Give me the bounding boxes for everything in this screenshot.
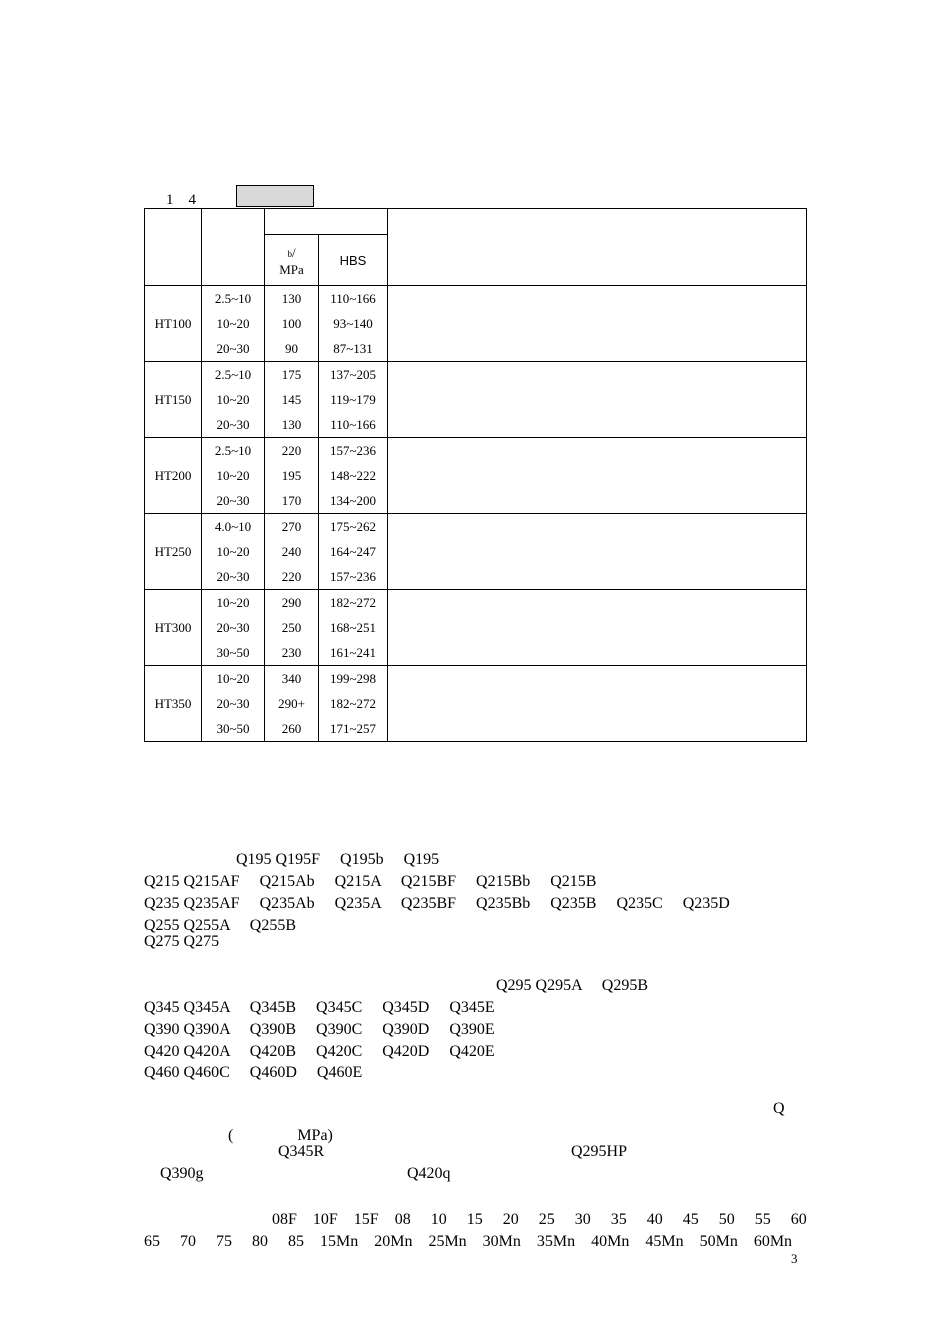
cell-value: 87~131 [333,341,373,356]
application-cell [388,514,807,590]
cell-value: 10~20 [216,468,250,483]
cell-value: 260 [281,721,302,736]
quality-carbon-line-2: 65 70 75 80 85 15Mn 20Mn 25Mn 30Mn 35Mn 40Mn 45Mn 50Mn 60Mn [144,1233,793,1250]
grade-cell: HT250 [145,514,202,590]
cell-value: 100 [281,316,302,331]
header-thickness-cell [202,209,265,286]
cell-value: 110~166 [330,291,376,306]
cell-value: 290 [281,595,302,610]
cell-value: 220 [281,569,302,584]
application-cell [388,590,807,666]
application-cell [388,666,807,742]
cell-value: 130 [281,291,302,306]
header-application-cell [388,209,807,286]
table-row [145,286,807,362]
cell-value: 270 [281,519,302,534]
cell-value: 20~30 [216,341,250,356]
strength-cell [265,362,319,438]
table-row [145,438,807,514]
cast-iron-table [144,208,807,742]
strength-unit: MPa [279,261,304,277]
thickness-cell [202,514,265,590]
cell-value: 137~205 [329,367,377,382]
cell-value: 20~30 [216,620,250,635]
application-cell [388,362,807,438]
cell-value: 10~20 [216,392,250,407]
carbon-line-2: Q215 Q215AF Q215Ab Q215A Q215BF Q215Bb Q215B [144,873,597,890]
hardness-cell [319,438,388,514]
cell-value: 10~20 [216,316,250,331]
cell-value: 10~20 [216,671,250,686]
carbon-line-5: Q275 Q275 [144,933,220,950]
table-caption: 1 4 [166,192,197,208]
cell-value: 182~272 [329,595,377,610]
cell-value: 168~251 [329,620,377,635]
cell-value: 195 [281,468,302,483]
header-strength-cell: b/ MPa [265,235,319,286]
strength-cell [265,286,319,362]
application-cell [388,438,807,514]
cell-value: 199~298 [329,671,377,686]
special-q345r: Q345R [278,1143,325,1160]
cell-value: 157~236 [329,569,377,584]
cell-value: 110~166 [330,417,376,432]
special-paren-text: ( MPa) [228,1127,333,1144]
cell-value: 2.5~10 [214,367,252,382]
cell-value: 164~247 [329,544,377,559]
low-alloy-line-1: Q295 Q295A Q295B [496,977,649,994]
grade-cell: HT350 [145,666,202,742]
cell-value: 161~241 [329,645,377,660]
cell-value: 30~50 [216,721,250,736]
table-row [145,590,807,666]
cell-value: 119~179 [330,392,376,407]
cell-value: 2.5~10 [214,443,252,458]
cell-value: 157~236 [329,443,377,458]
cell-value: 175 [281,367,302,382]
special-q-letter: Q [773,1100,785,1117]
header-grade-cell [145,209,202,286]
strength-cell [265,514,319,590]
cell-value: 10~20 [216,544,250,559]
header-hardness-cell: HBS [319,235,388,286]
carbon-line-4: Q255 Q255A Q255B [144,917,297,934]
caption-highlight-box [236,185,314,207]
cell-value: 230 [281,645,302,660]
table-row [145,666,807,742]
grade-cell: HT200 [145,438,202,514]
carbon-line-1: Q195 Q195F Q195b Q195 [236,851,440,868]
page-number: 3 [791,1251,798,1266]
low-alloy-line-3: Q390 Q390A Q390B Q390C Q390D Q390E [144,1021,495,1038]
cell-value: 93~140 [333,316,373,331]
cell-value: 340 [281,671,302,686]
hardness-cell [319,362,388,438]
cell-value: 20~30 [216,696,250,711]
special-q390g: Q390g [160,1165,204,1182]
strength-cell [265,590,319,666]
thickness-cell [202,362,265,438]
thickness-cell [202,286,265,362]
cell-value: 171~257 [329,721,377,736]
cell-value: 175~262 [329,519,377,534]
hardness-cell [319,286,388,362]
carbon-line-3: Q235 Q235AF Q235Ab Q235A Q235BF Q235Bb Q235B Q235C Q235D [144,895,730,912]
cell-value: 4.0~10 [214,519,252,534]
low-alloy-line-2: Q345 Q345A Q345B Q345C Q345D Q345E [144,999,495,1016]
grade-cell: HT150 [145,362,202,438]
grade-cell: HT300 [145,590,202,666]
cell-value: 148~222 [329,468,377,483]
table-row [145,514,807,590]
cell-value: 90 [285,341,298,356]
special-q420q: Q420q [407,1165,451,1182]
strength-cell [265,666,319,742]
table-row [145,362,807,438]
application-cell [388,286,807,362]
hardness-cell [319,514,388,590]
header-properties-cell [265,209,388,235]
low-alloy-line-4: Q420 Q420A Q420B Q420C Q420D Q420E [144,1043,495,1060]
thickness-cell [202,590,265,666]
low-alloy-line-5: Q460 Q460C Q460D Q460E [144,1064,363,1081]
cell-value: 20~30 [216,417,250,432]
cell-value: 182~272 [329,696,377,711]
cell-value: 240 [281,544,302,559]
cell-value: 130 [281,417,302,432]
cell-value: 220 [281,443,302,458]
grade-cell: HT100 [145,286,202,362]
cell-value: 30~50 [216,645,250,660]
cell-value: 145 [281,392,302,407]
strength-cell [265,438,319,514]
special-q295hp: Q295HP [571,1143,628,1160]
cell-value: 170 [281,493,302,508]
hardness-cell [319,590,388,666]
cell-value: 290+ [278,696,305,711]
cell-value: 250 [281,620,302,635]
quality-carbon-line-1: 08F 10F 15F 08 10 15 20 25 30 35 40 45 50 55 60 [272,1211,807,1228]
cell-value: 2.5~10 [214,291,252,306]
cell-value: 20~30 [216,493,250,508]
cell-value: 134~200 [329,493,377,508]
thickness-cell [202,666,265,742]
hardness-cell [319,666,388,742]
thickness-cell [202,438,265,514]
cell-value: 20~30 [216,569,250,584]
strength-subscript: b [287,248,292,259]
cell-value: 10~20 [216,595,250,610]
